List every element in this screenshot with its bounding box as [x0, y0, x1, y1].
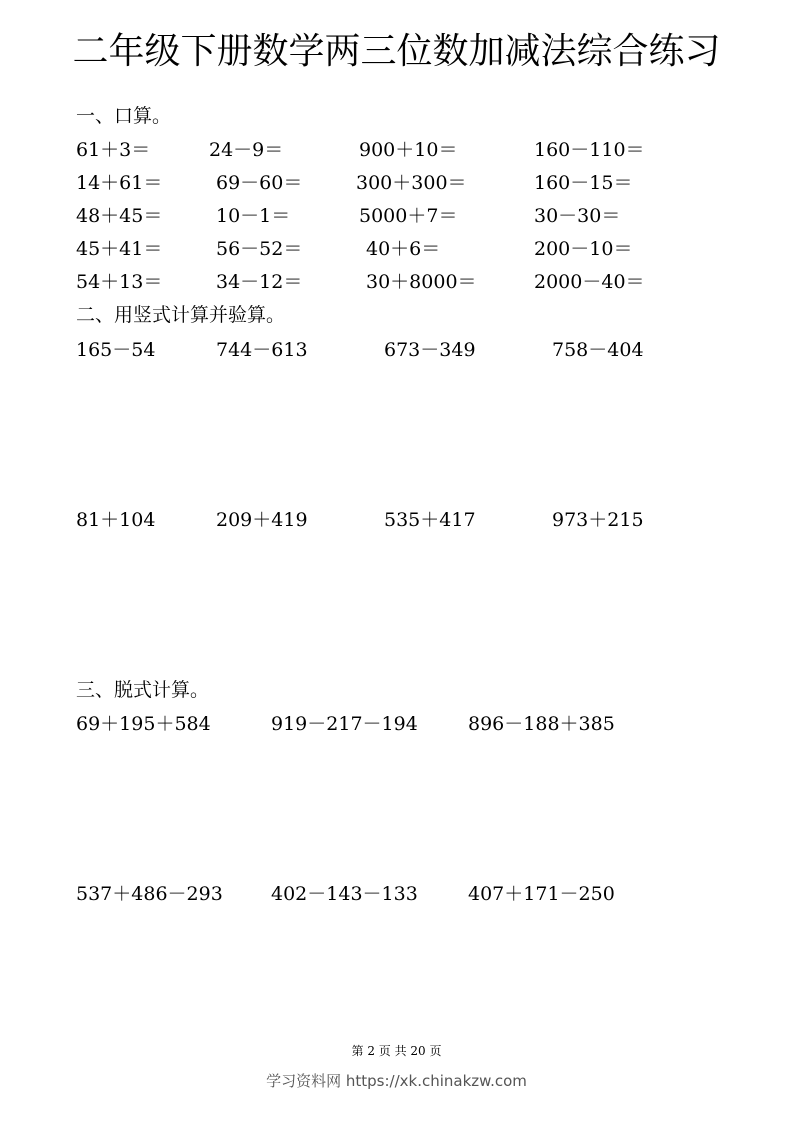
exercise-item: 160－110＝: [534, 139, 645, 161]
exercise-item: 200－10＝: [534, 238, 633, 260]
exercise-item: 40＋6＝: [366, 238, 441, 260]
exercise-item: 34－12＝: [216, 271, 303, 293]
exercise-item: 758－404: [552, 339, 644, 361]
page-number: 第 2 页 共 20 页: [351, 1044, 442, 1058]
section-heading-mental-math: 一、口算。: [76, 105, 172, 127]
exercise-item: 2000－40＝: [534, 271, 645, 293]
exercise-item: 61＋3＝: [76, 139, 151, 161]
exercise-item: 209＋419: [216, 509, 308, 531]
exercise-item: 45＋41＝: [76, 238, 163, 260]
exercise-item: 30－30＝: [534, 205, 621, 227]
section-heading-step-calc: 三、脱式计算。: [76, 679, 210, 701]
exercise-item: 973＋215: [552, 509, 644, 531]
exercise-item: 54＋13＝: [76, 271, 163, 293]
exercise-item: 407＋171－250: [468, 883, 615, 905]
exercise-item: 69＋195＋584: [76, 713, 211, 735]
exercise-item: 744－613: [216, 339, 308, 361]
page-title: 二年级下册数学两三位数加减法综合练习: [72, 31, 721, 72]
exercise-item: 535＋417: [384, 509, 476, 531]
exercise-item: 81＋104: [76, 509, 156, 531]
exercise-item: 48＋45＝: [76, 205, 163, 227]
exercise-item: 24－9＝: [209, 139, 284, 161]
exercise-item: 900＋10＝: [359, 139, 458, 161]
exercise-item: 402－143－133: [271, 883, 418, 905]
exercise-item: 919－217－194: [271, 713, 418, 735]
exercise-item: 160－15＝: [534, 172, 633, 194]
exercise-item: 14＋61＝: [76, 172, 163, 194]
section-heading-vertical-calc: 二、用竖式计算并验算。: [76, 304, 286, 326]
exercise-item: 300＋300＝: [356, 172, 467, 194]
footer-watermark: 学习资料网 https://xk.chinakzw.com: [266, 1072, 527, 1090]
exercise-item: 537＋486－293: [76, 883, 223, 905]
exercise-item: 5000＋7＝: [359, 205, 458, 227]
exercise-item: 30＋8000＝: [366, 271, 477, 293]
exercise-item: 69－60＝: [216, 172, 303, 194]
exercise-item: 896－188＋385: [468, 713, 615, 735]
exercise-item: 165－54: [76, 339, 156, 361]
exercise-item: 673－349: [384, 339, 476, 361]
exercise-item: 10－1＝: [216, 205, 291, 227]
exercise-item: 56－52＝: [216, 238, 303, 260]
